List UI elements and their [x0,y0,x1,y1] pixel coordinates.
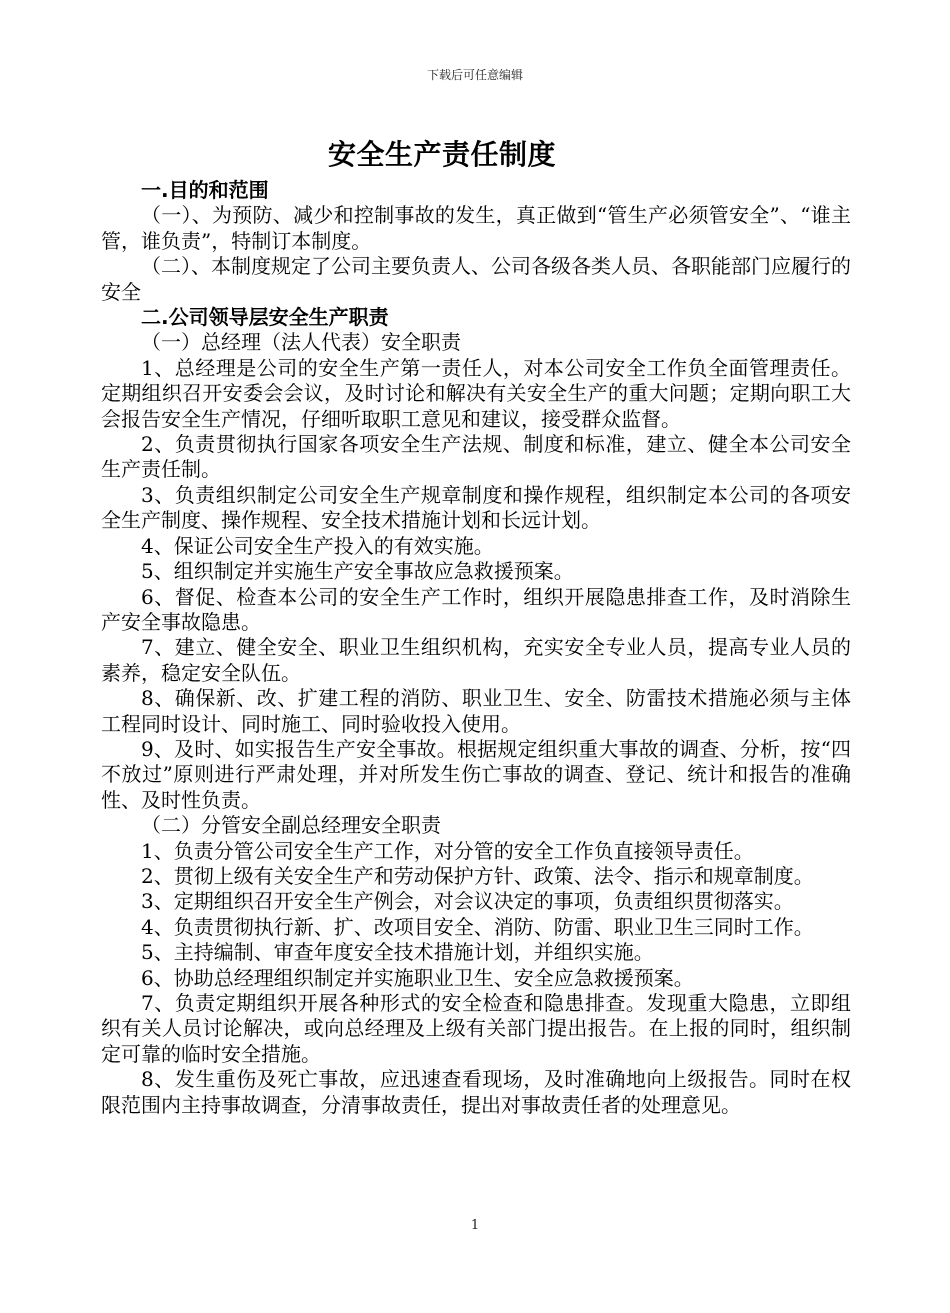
paragraph: 1、总经理是公司的安全生产第一责任人，对本公司安全工作负全面管理责任。定期组织召开安委会会议，及时讨论和解决有关安全生产的重大问题；定期向职工大会报告安全生产情况，仔细听取职工意见和建议，接受群众监督。 [101,355,851,431]
paragraph: 6、督促、检查本公司的安全生产工作时，组织开展隐患排查工作，及时消除生产安全事故隐患。 [101,584,851,634]
paragraph: （一）总经理（法人代表）安全职责 [141,330,461,355]
paragraph: 5、主持编制、审查年度安全技术措施计划，并组织实施。 [141,940,654,965]
paragraph: 8、发生重伤及死亡事故，应迅速查看现场，及时准确地向上级报告。同时在权限范围内主持事故调查，分清事故责任，提出对事故责任者的处理意见。 [101,1067,851,1117]
section-heading: 一.目的和范围 [141,178,269,202]
section-heading: 二.公司领导层安全生产职责 [141,305,389,330]
document-title: 安全生产责任制度 [327,138,556,171]
paragraph: （一）、为预防、减少和控制事故的发生，真正做到“管生产必须管安全”、“谁主管，谁负责”，特制订本制度。 [101,203,851,253]
paragraph: 1、负责分管公司安全生产工作，对分管的安全工作负直接领导责任。 [141,838,754,863]
paragraph: 2、贯彻上级有关安全生产和劳动保护方针、政策、法令、指示和规章制度。 [141,863,814,888]
paragraph: 8、确保新、改、扩建工程的消防、职业卫生、安全、防雷技术措施必须与主体工程同时设计、同时施工、同时验收投入使用。 [101,686,851,736]
paragraph: 6、协助总经理组织制定并实施职业卫生、安全应急救援预案。 [141,965,694,990]
paragraph: 4、负责贯彻执行新、扩、改项目安全、消防、防雷、职业卫生三同时工作。 [141,914,814,939]
page-header: 下载后可任意编辑 [426,68,523,82]
paragraph: 2、负责贯彻执行国家各项安全生产法规、制度和标准，建立、健全本公司安全生产责任制。 [101,432,851,482]
paragraph: 4、保证公司安全生产投入的有效实施。 [141,533,494,558]
paragraph: 5、组织制定并实施生产安全事故应急救援预案。 [141,559,574,584]
document-body [101,178,851,1118]
paragraph: （二）、本制度规定了公司主要负责人、公司各级各类人员、各职能部门应履行的安全 [101,254,851,304]
page-number: 1 [470,1218,480,1233]
paragraph: 7、负责定期组织开展各种形式的安全检查和隐患排查。发现重大隐患，立即组织有关人员讨论解决，或向总经理及上级有关部门提出报告。在上报的同时，组织制定可靠的临时安全措施。 [101,991,851,1066]
paragraph: 3、负责组织制定公司安全生产规章制度和操作规程，组织制定本公司的各项安全生产制度、操作规程、安全技术措施计划和长远计划。 [101,482,851,533]
paragraph: 3、定期组织召开安全生产例会，对会议决定的事项，负责组织贯彻落实。 [141,889,794,914]
paragraph: 9、及时、如实报告生产安全事故。根据规定组织重大事故的调查、分析，按“四不放过”原则进行严肃处理，并对所发生伤亡事故的调查、登记、统计和报告的准确性、及时性负责。 [101,736,851,812]
paragraph: 7、建立、健全安全、职业卫生组织机构，充实安全专业人员，提高专业人员的素养，稳定安全队伍。 [101,635,851,685]
paragraph: （二）分管安全副总经理安全职责 [141,813,441,838]
